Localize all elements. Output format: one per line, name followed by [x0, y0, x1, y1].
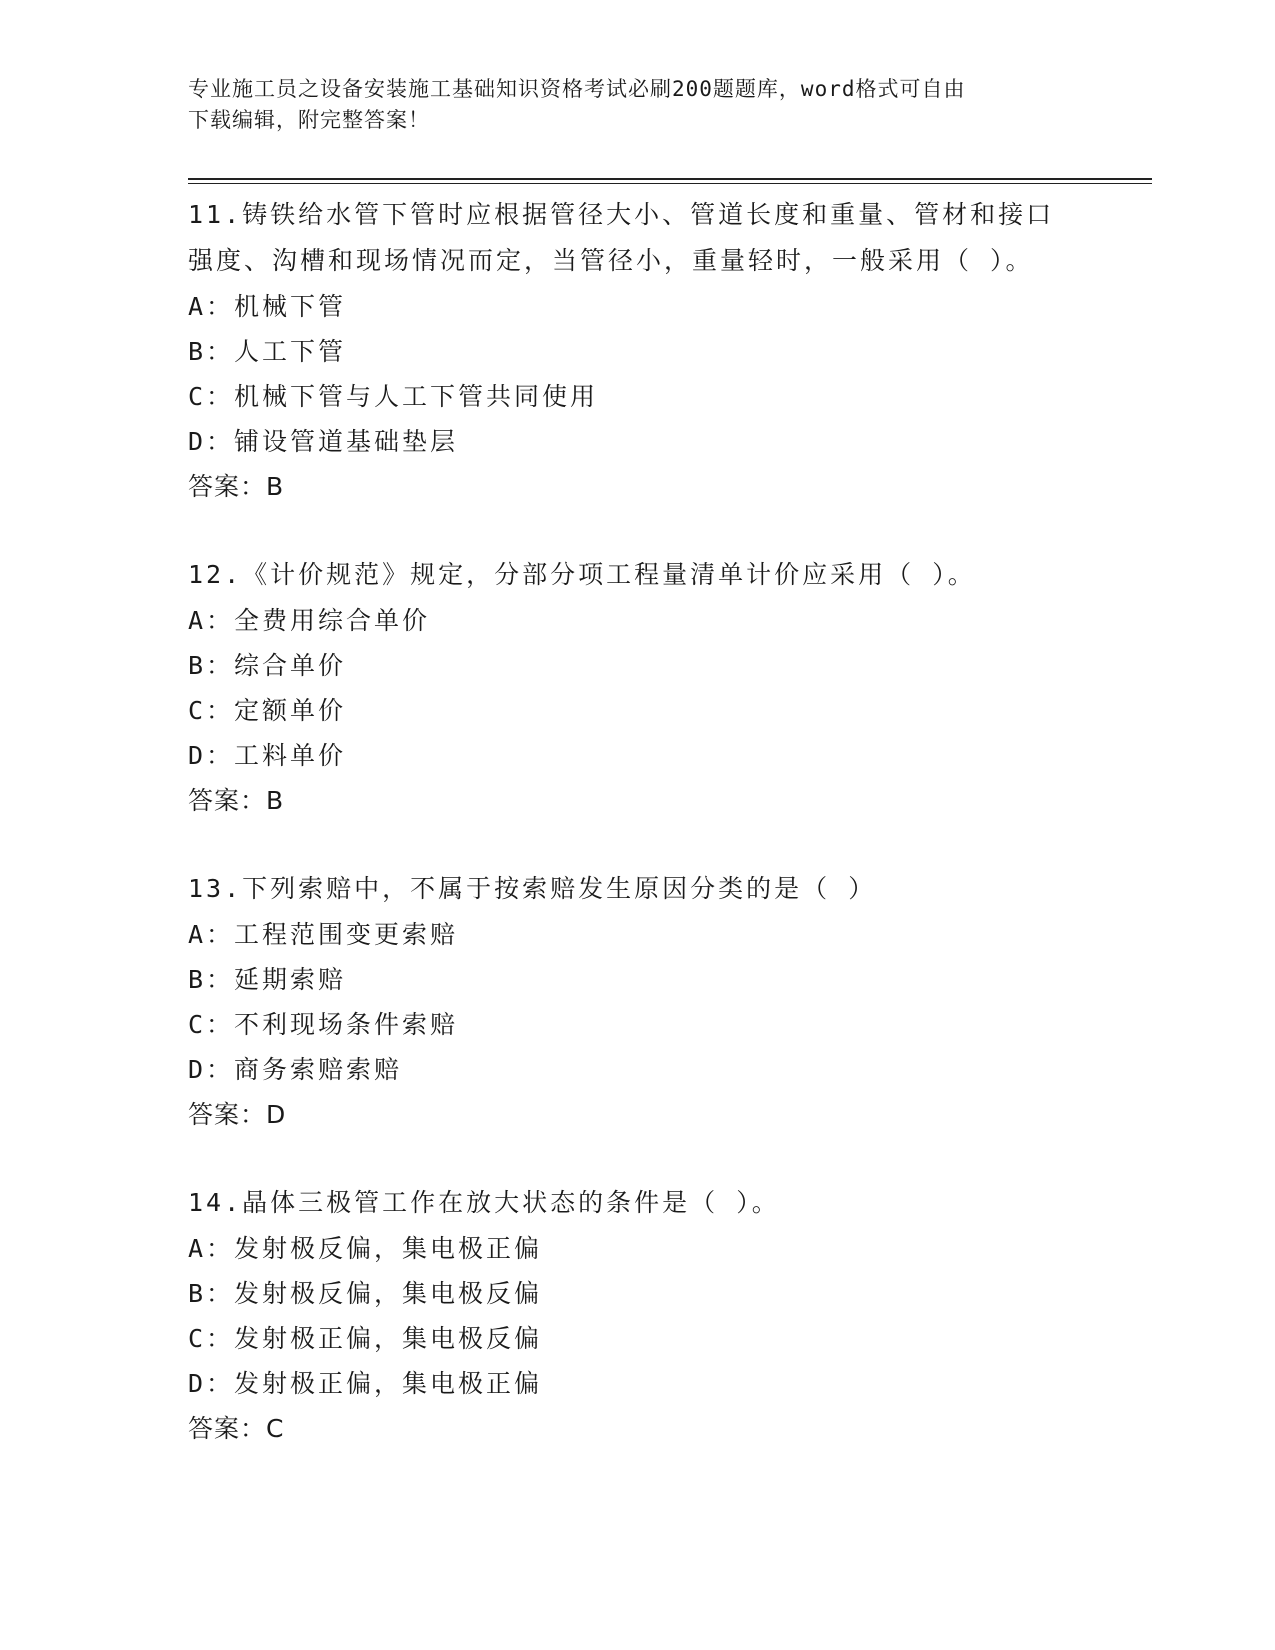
option-a: A：全费用综合单价 [188, 606, 431, 635]
option-a: A：机械下管 [188, 292, 347, 321]
document-header [188, 74, 1088, 136]
option-c: C：发射极正偏，集电极反偏 [188, 1324, 543, 1353]
answer-line: 答案：B [188, 786, 285, 815]
answer-line: 答案：B [188, 472, 285, 501]
header-divider-thin [188, 183, 1152, 184]
question-stem-line: 11.铸铁给水管下管时应根据管径大小、管道长度和重量、管材和接口 [188, 200, 1055, 229]
option-a: A：工程范围变更索赔 [188, 920, 459, 949]
option-b: B：人工下管 [188, 337, 347, 366]
question-14 [188, 1180, 1088, 1452]
option-d: D：铺设管道基础垫层 [188, 427, 459, 456]
header-line-1: 专业施工员之设备安装施工基础知识资格考试必刷200题题库，word格式可自由 [188, 77, 966, 101]
option-c: C：机械下管与人工下管共同使用 [188, 382, 599, 411]
question-11 [188, 192, 1088, 510]
answer-line: 答案：C [188, 1414, 285, 1443]
option-b: B：综合单价 [188, 651, 347, 680]
option-d: D：发射极正偏，集电极正偏 [188, 1369, 543, 1398]
option-a: A：发射极反偏，集电极正偏 [188, 1234, 543, 1263]
option-c: C：定额单价 [188, 696, 347, 725]
question-stem-line: 12.《计价规范》规定，分部分项工程量清单计价应采用（ ）。 [188, 560, 976, 589]
header-line-2: 下载编辑，附完整答案！ [188, 108, 430, 132]
option-d: D：工料单价 [188, 741, 347, 770]
option-d: D：商务索赔索赔 [188, 1055, 403, 1084]
option-b: B：发射极反偏，集电极反偏 [188, 1279, 543, 1308]
question-list [188, 192, 1088, 1494]
header-divider-thick [188, 178, 1152, 180]
question-stem-line: 14.晶体三极管工作在放大状态的条件是（ ）。 [188, 1188, 780, 1217]
question-stem-line: 13.下列索赔中，不属于按索赔发生原因分类的是（ ） [188, 874, 877, 903]
question-stem-line: 强度、沟槽和现场情况而定，当管径小，重量轻时，一般采用（ ）。 [188, 246, 1034, 275]
question-12 [188, 552, 1088, 824]
option-c: C：不利现场条件索赔 [188, 1010, 459, 1039]
answer-line: 答案：D [188, 1100, 287, 1129]
question-13 [188, 866, 1088, 1138]
option-b: B：延期索赔 [188, 965, 347, 994]
